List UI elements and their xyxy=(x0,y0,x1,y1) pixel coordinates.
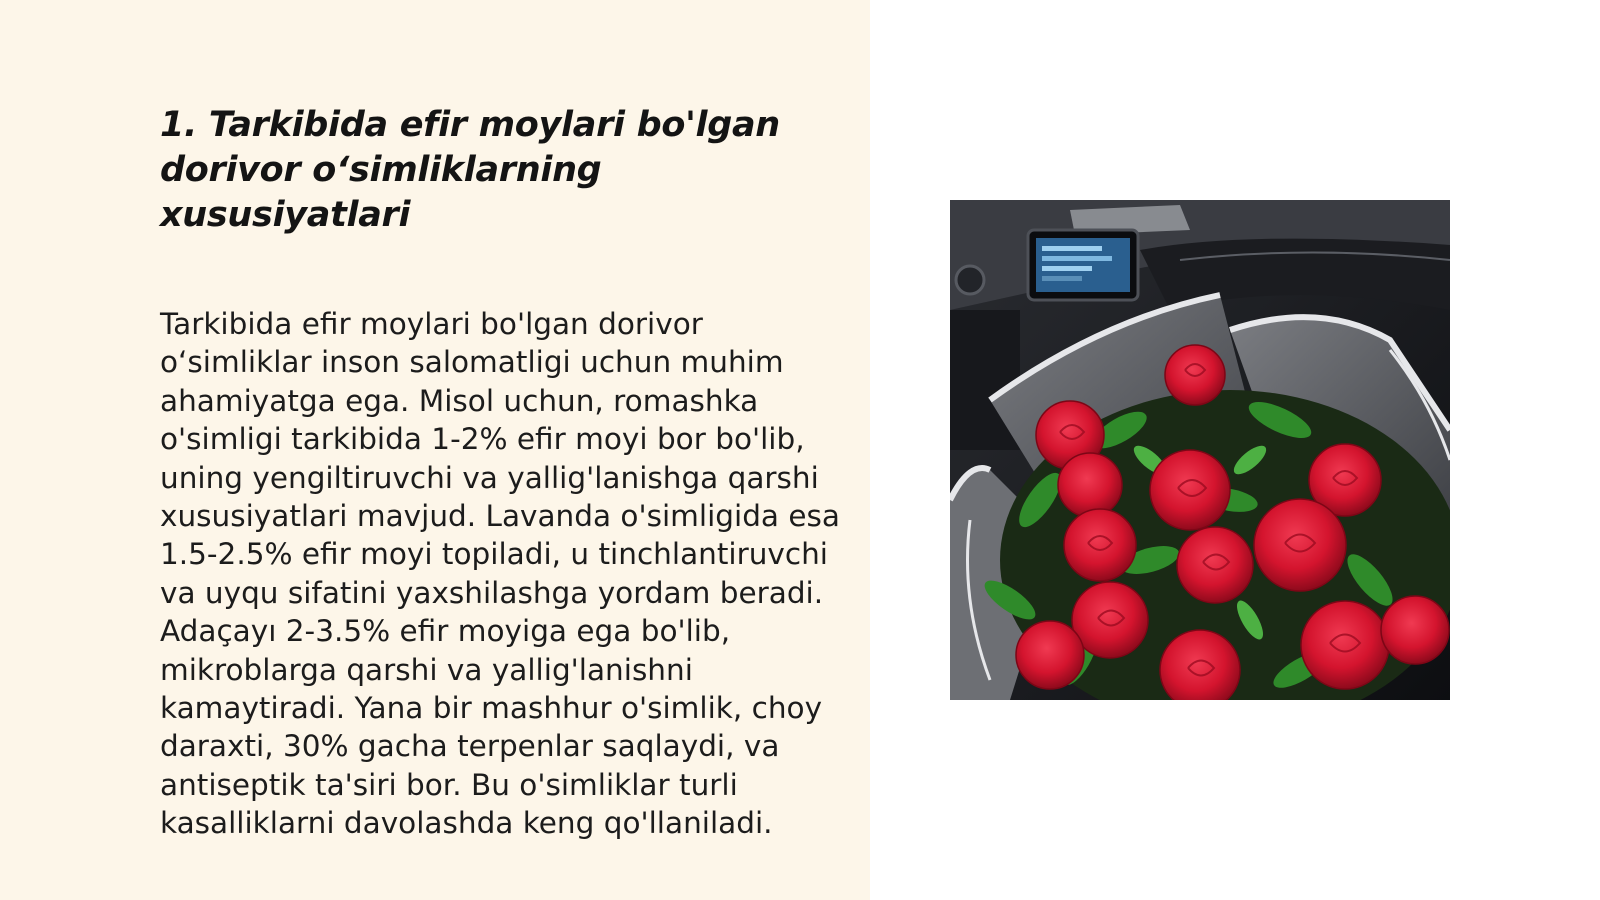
photo-illustration xyxy=(950,200,1450,700)
body-paragraph: Tarkibida efir moylari bo'lgan dorivor o‘simliklar inson salomatligi uchun muhim ahamiyatga ega. Misol uchun, romashka o'simligi tarkibida 1-2% efir moyi bor bo'lib, uning yengiltiruvchi va yallig'lanishga qarshi xususiyatlari mavjud. Lavanda o'simligida esa 1.5-2.5% efir moyi topiladi, u tinchlantiruvchi va uyqu sifatini yaxshilashga yordam beradi. Adaçayı 2-3.5% efir moyiga ega bo'lib, mikroblarga qarshi va yallig'lanishni kamaytiradi. Yana bir mashhur o'simlik, choy daraxti, 30% gacha terpenlar saqlaydi, va antiseptik ta'siri bor. Bu o'simliklar turli kasalliklarni davolashda keng qo'llaniladi. xyxy=(160,307,840,841)
slide-title xyxy=(160,103,850,238)
rose-bouquet-photo xyxy=(950,200,1450,700)
title-line-1: 1. Tarkibida efir moylari bo'lgan xyxy=(160,105,780,145)
title-line-2: dorivor o‘simliklarning xususiyatlari xyxy=(160,150,602,235)
